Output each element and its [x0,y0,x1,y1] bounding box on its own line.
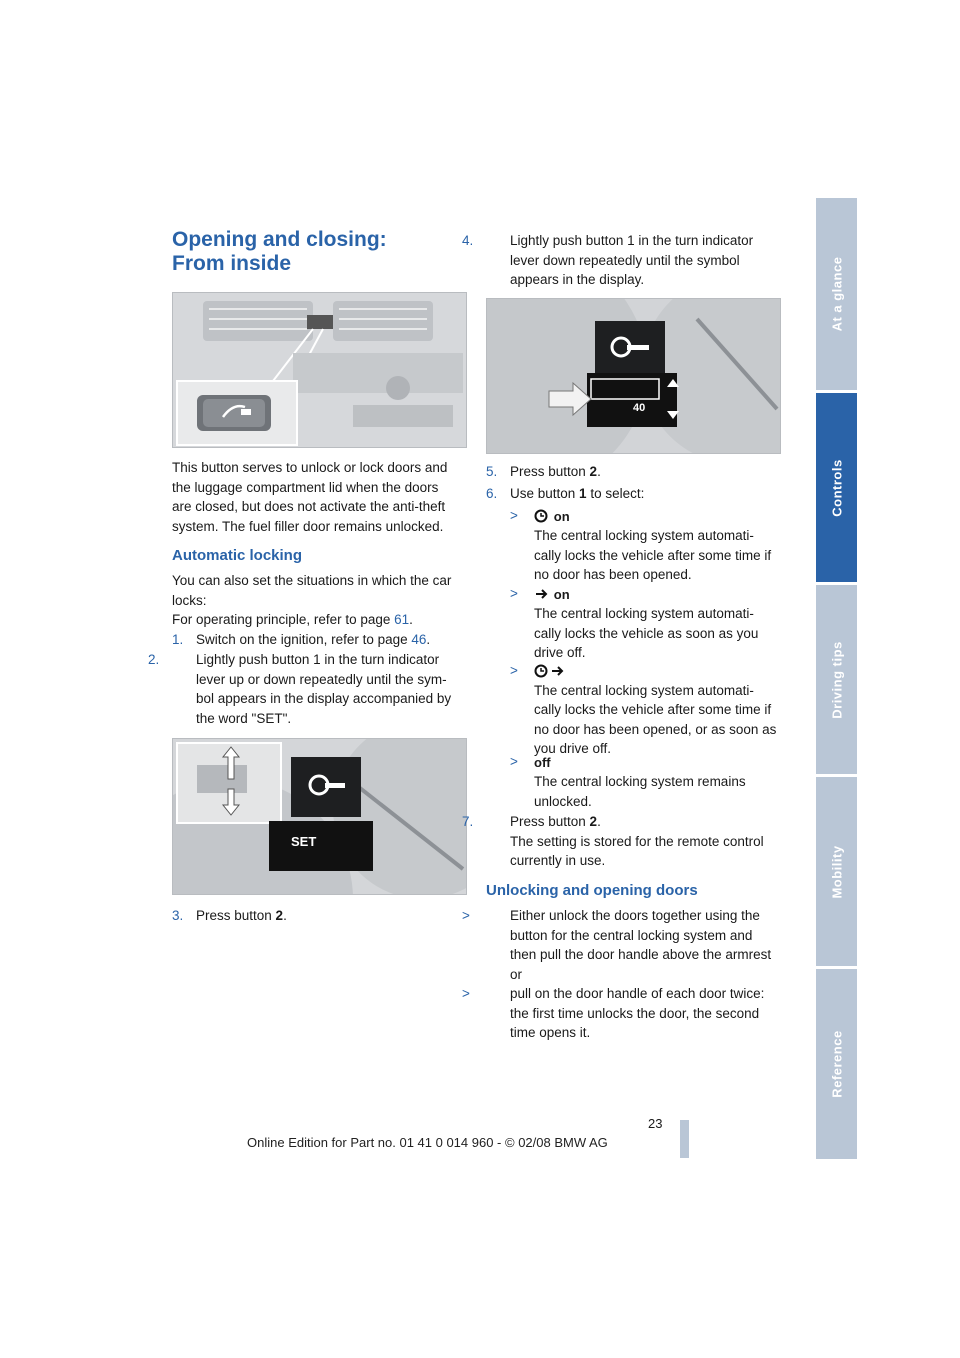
arrow-right-icon [550,664,566,678]
footer-text: Online Edition for Part no. 01 41 0 014 960 - © 02/08 BMW AG [247,1135,608,1150]
tab-reference[interactable]: Reference [816,969,857,1159]
step-4: 4. Lightly push button 1 in the turn indicator lever down repeatedly until the symbol appears in the display. [462,233,754,287]
tab-at-a-glance[interactable]: At a glance [816,198,857,390]
step-6: 6. Use button 1 to select: [486,486,645,501]
step-5: 5. Press button 2. [486,464,601,479]
figure-lock-button [172,292,467,448]
step-2: 2. Lightly push button 1 in the turn indicator lever up or down repeatedly until the sym- bol appears in the display accompanied by the word "SET". [148,652,452,726]
page-link-46[interactable]: 46 [411,632,427,647]
page-number: 23 [648,1116,663,1131]
unlock-option-2: > pull on the door handle of each door twice: the first time unlocks the door, the second time opens it. [462,986,765,1040]
step-7: 7. Press button 2. The setting is stored for the remote control currently in use. [462,814,764,868]
arrow-right-icon [534,587,550,601]
tab-driving-tips[interactable]: Driving tips [816,585,857,774]
fig-time-label: 40 [633,402,646,414]
unlock-option-1: > Either unlock the doors together using the button for the central locking system and then pull the door handle above the armrest or [462,908,772,982]
option-clock-arrow: > The central locking system automati- cally locks the vehicle after some time if no door has been opened, or as soon as you drive off. [510,663,777,756]
auto-intro: You can also set the situations in which the car locks: [172,573,452,608]
figure-set-display [172,738,467,895]
option-off: > off The central locking system remains unlocked. [510,754,746,809]
tab-controls[interactable]: Controls [816,393,857,582]
tab-mobility[interactable]: Mobility [816,777,857,966]
heading-unlocking: Unlocking and opening doors [486,882,698,899]
option-arrow-on: > on The central locking system automati- cally locks the vehicle as soon as you drive off. [510,586,759,661]
page-link-61[interactable]: 61 [394,612,410,627]
figure-symbol-display [486,298,781,454]
footer-bar [680,1120,689,1158]
page-title: Opening and closing: From inside [172,228,387,275]
heading-automatic-locking: Automatic locking [172,547,303,564]
intro-paragraph: This button serves to unlock or lock doors and the luggage compartment lid when the doors are closed, but does not activate the anti-theft system. The fuel filler door remains unlocked. [172,460,448,534]
fig-set-label: SET [291,834,317,849]
option-clock-on: > on The central locking system automati- cally locks the vehicle after some time if no door has been opened. [510,508,772,583]
principle-line: For operating principle, refer to page 61. [172,612,413,627]
step-3: 3. Press button 2. [172,908,287,923]
clock-icon [534,664,550,678]
clock-icon [534,509,550,523]
step-1: 1. Switch on the ignition, refer to page 46. [172,632,431,647]
